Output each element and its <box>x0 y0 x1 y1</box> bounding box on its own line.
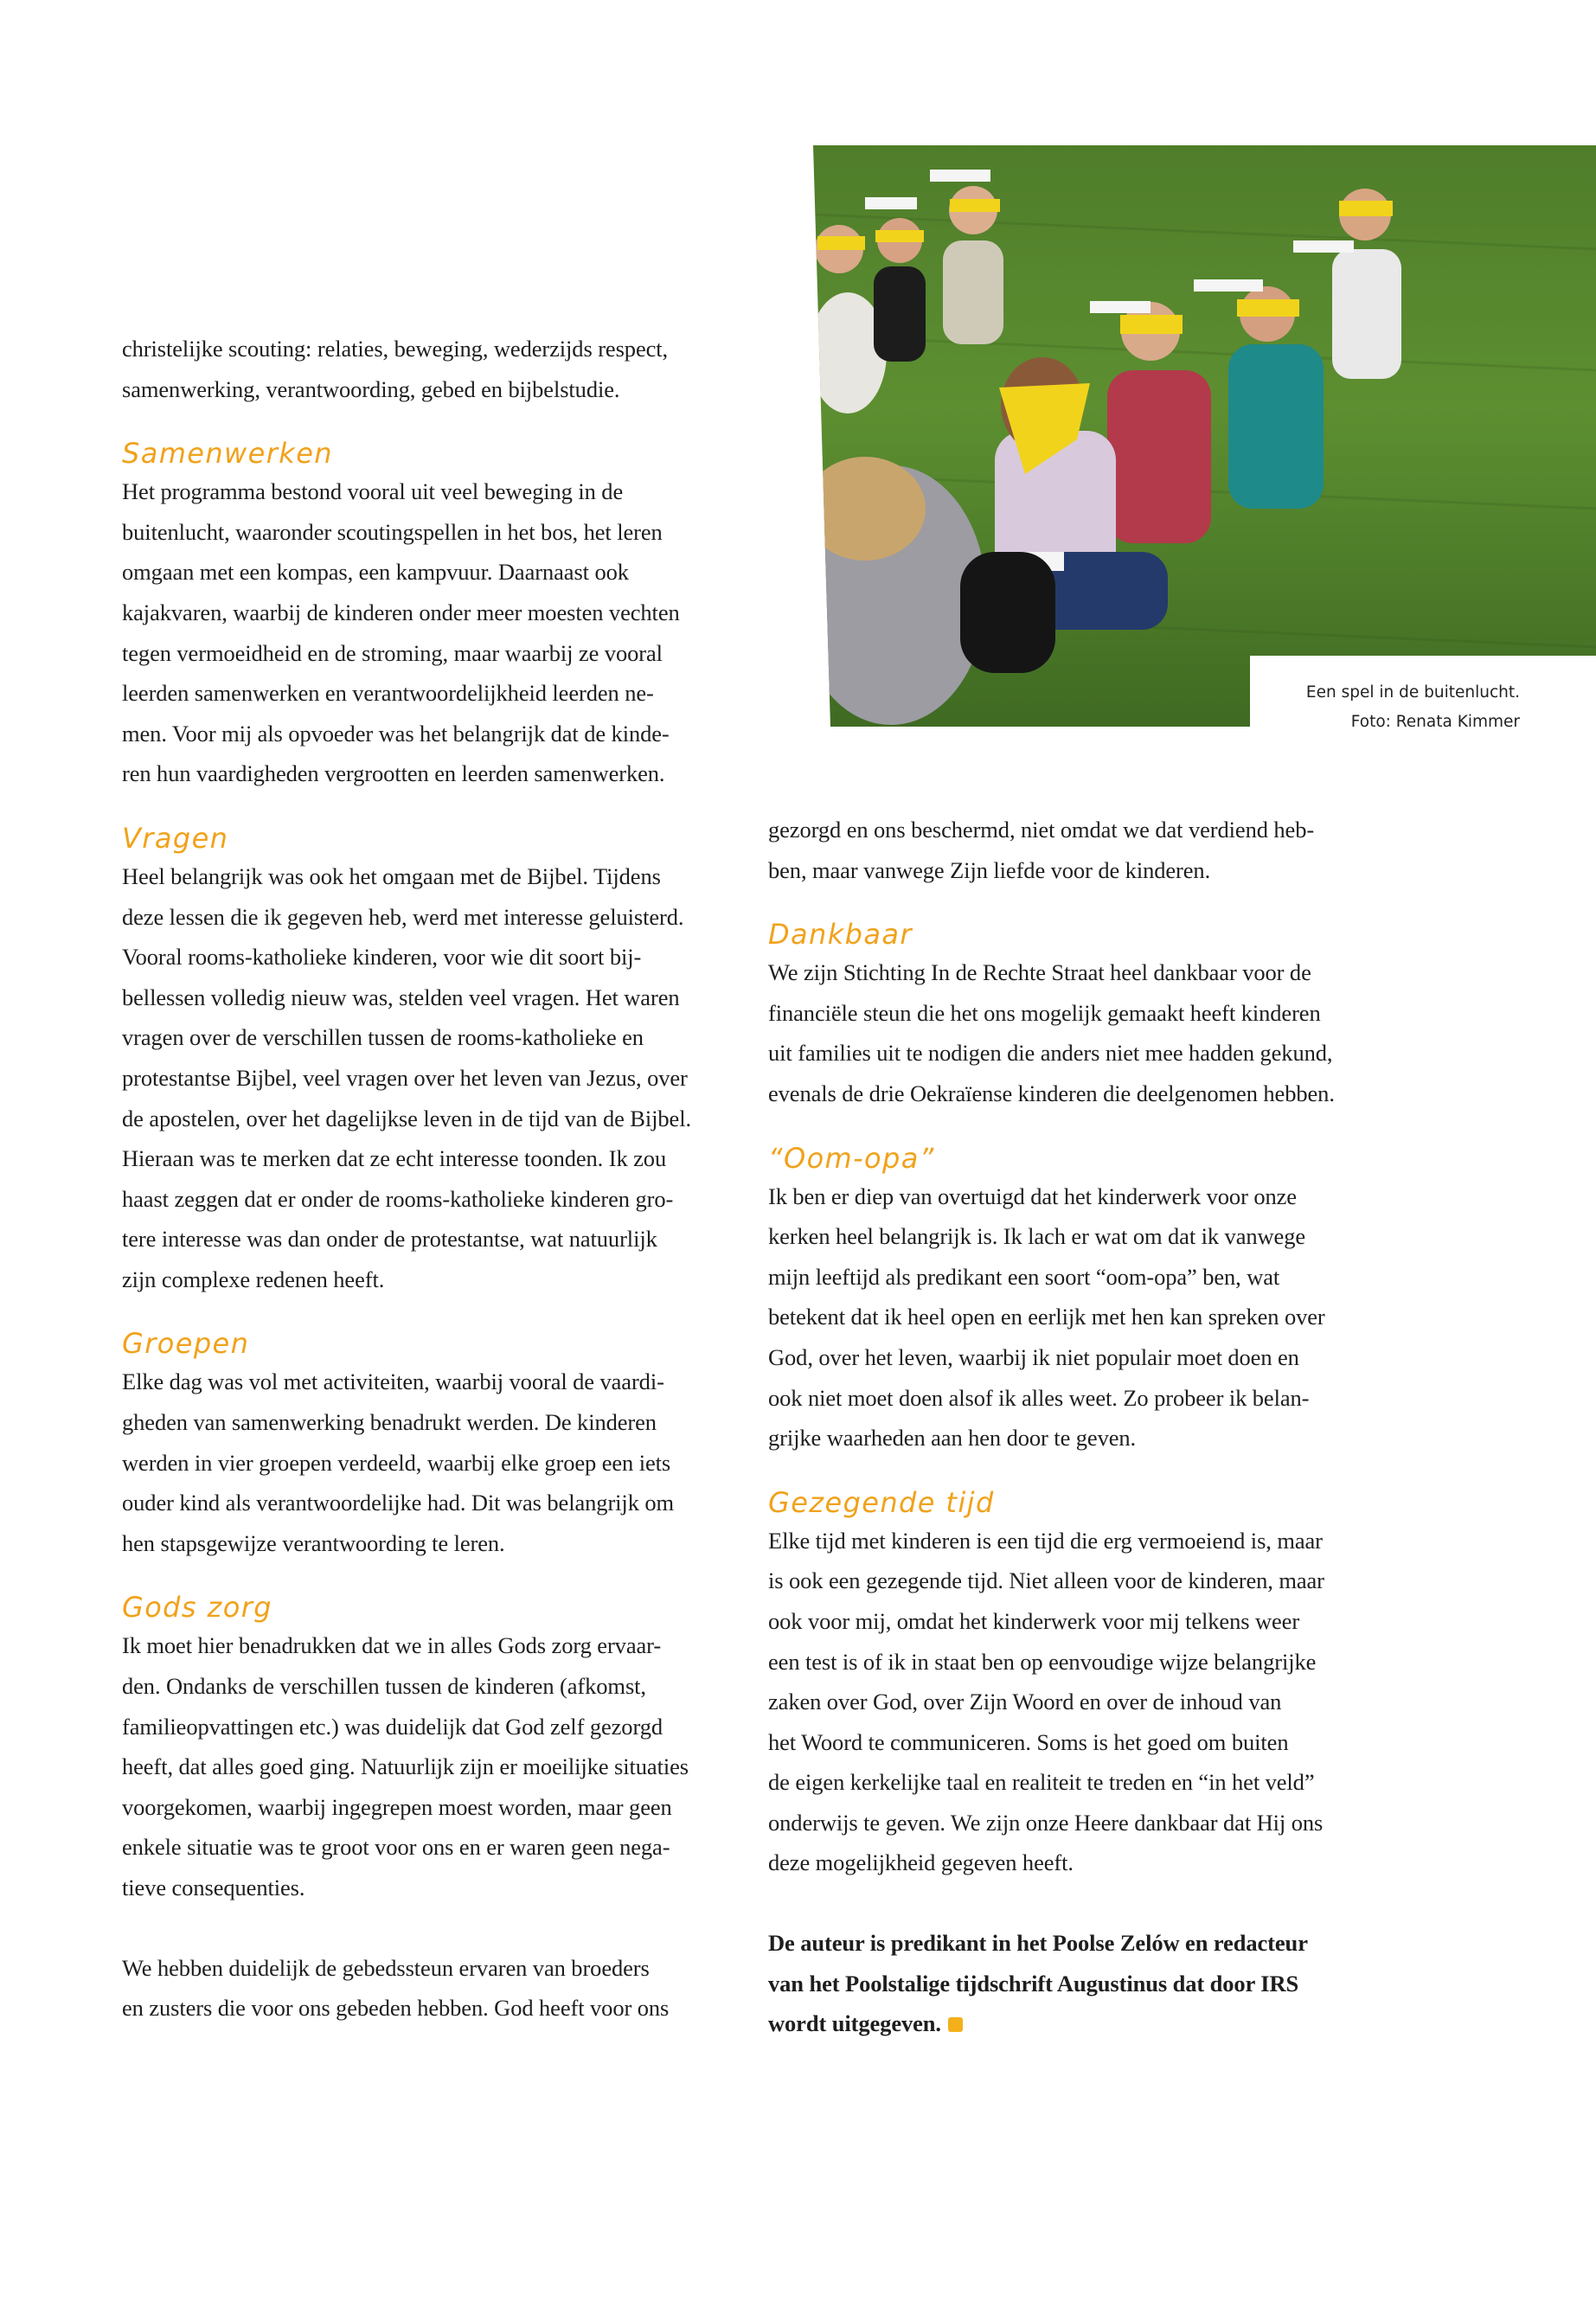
heading-dankbaar: Dankbaar <box>768 918 913 952</box>
heading-samenwerken: Samenwerken <box>122 437 333 471</box>
left-column <box>122 329 740 2029</box>
author-note <box>768 1923 1387 2044</box>
right-column <box>768 810 1387 2044</box>
paragraph-oom-opa: Ik ben er diep van overtuigd dat het kinderwerk voor onze kerken heel belangrijk is. Ik lach er wat om dat ik vanwege mijn leeftijd als predikant een soort “oom-opa” ben, wat betekent dat ik heel open en eerlijk met hen kan spreken over God, over het leven, waarbij ik niet populair moet doen en ook niet moet doen alsof ik alles weet. Zo probeer ik belan- grijke waarheden aan hen door te geven. <box>768 1183 1325 1452</box>
photo-credit: Foto: Renata Kimmer <box>1350 713 1520 731</box>
continuation-paragraph: gezorgd en ons beschermd, niet omdat we dat verdiend heb- ben, maar vanwege Zijn liefde voor de kinderen. <box>768 817 1315 883</box>
heading-gods-zorg: Gods zorg <box>122 1591 272 1625</box>
outdoor-game-photo <box>813 145 1596 727</box>
author-note-text: De auteur is predikant in het Poolse Zelów en redacteur van het Poolstalige tijdschrift Augustinus dat door IRS wordt uitgegeven. <box>768 1930 1308 2037</box>
paragraph-gods-zorg: Ik moet hier benadrukken dat we in alles Gods zorg ervaar- den. Ondanks de verschillen tussen de kinderen (afkomst, familieopvattingen etc.) was duidelijk dat God zelf gezorgd heeft, dat alles goed ging. Natuurlijk zijn er moeilijke situaties voorgekomen, waarbij ingegrepen moest worden, maar geen enkele situatie was te groot voor ons en er waren geen nega- tieve consequenties. <box>122 1632 689 1900</box>
heading-groepen: Groepen <box>122 1327 250 1361</box>
paragraph-groepen: Elke dag was vol met activiteiten, waarbij vooral de vaardi- gheden van samenwerking benadrukt werden. De kinderen werden in vier groepen verdeeld, waarbij elke groep een iets ouder kind als verantwoordelijke had. Dit was belangrijk om hen stapsgewijze verantwoording te leren. <box>122 1368 675 1556</box>
paragraph-gezegende-tijd: Elke tijd met kinderen is een tijd die erg vermoeiend is, maar is ook een gezegende tijd. Niet alleen voor de kinderen, maar ook voor mij, omdat het kinderwerk voor mij telkens weer een test is of ik in staat ben op eenvoudige wijze belangrijke zaken over God, over Zijn Woord en over de inhoud van het Woord te communiceren. Soms is het goed om buiten de eigen kerkelijke taal en realiteit te treden en “in het veld” onderwijs te geven. We zijn onze Heere dankbaar dat Hij ons deze mogelijkheid gegeven heeft. <box>768 1527 1324 1876</box>
intro-paragraph: christelijke scouting: relaties, beweging, wederzijds respect, samenwerking, verantwoording, gebed en bijbelstudie. <box>122 336 669 402</box>
paragraph-gebedssteun: We hebben duidelijk de gebedssteun ervaren van broeders en zusters die voor ons gebeden hebben. God heeft voor ons <box>122 1954 670 2022</box>
paragraph-vragen: Heel belangrijk was ook het omgaan met de Bijbel. Tijdens deze lessen die ik gegeven heb, werd met interesse geluisterd. Vooral rooms-katholieke kinderen, voor wie dit soort bij- bellessen volledig nieuw was, stelden veel vragen. Het waren vragen over de verschillen tussen de rooms-katholieke en protestantse Bijbel, veel vragen over het leven van Jezus, over de apostelen, over het dagelijkse leven in de tijd van de Bijbel. Hieraan was te merken dat ze echt interesse toonden. Ik zou haast zeggen dat er onder de rooms-katholieke kinderen gro- tere interesse was dan onder de protestantse, wat natuurlijk zijn complexe redenen heeft. <box>122 862 692 1292</box>
heading-oom-opa: “Oom-opa” <box>768 1141 935 1175</box>
paragraph-samenwerken: Het programma bestond vooral uit veel beweging in de buitenlucht, waaronder scoutingspellen in het bos, het leren omgaan met een kompas, een kampvuur. Daarnaast ook kajakvaren, waarbij de kinderen onder meer moesten vechten tegen vermoeidheid en de stroming, maar waarbij ze vooral leerden samenwerken en verantwoordelijkheid leerden ne- men. Voor mij als opvoeder was het belangrijk dat de kinde- ren hun vaardigheden vergrootten en leerden samenwerken. <box>122 478 680 787</box>
heading-gezegende-tijd: Gezegende tijd <box>768 1485 995 1519</box>
heading-vragen: Vragen <box>122 821 229 855</box>
end-mark-icon <box>948 2017 963 2032</box>
caption-line: Een spel in de buitenlucht. <box>1305 683 1520 702</box>
paragraph-dankbaar: We zijn Stichting In de Rechte Straat heel dankbaar voor de financiële steun die het ons mogelijk gemaakt heeft kinderen uit families uit te nodigen die anders niet mee hadden gekund, evenals de drie Oekraïense kinderen die deelgenomen hebben. <box>768 959 1335 1106</box>
photo-caption <box>1306 678 1520 737</box>
